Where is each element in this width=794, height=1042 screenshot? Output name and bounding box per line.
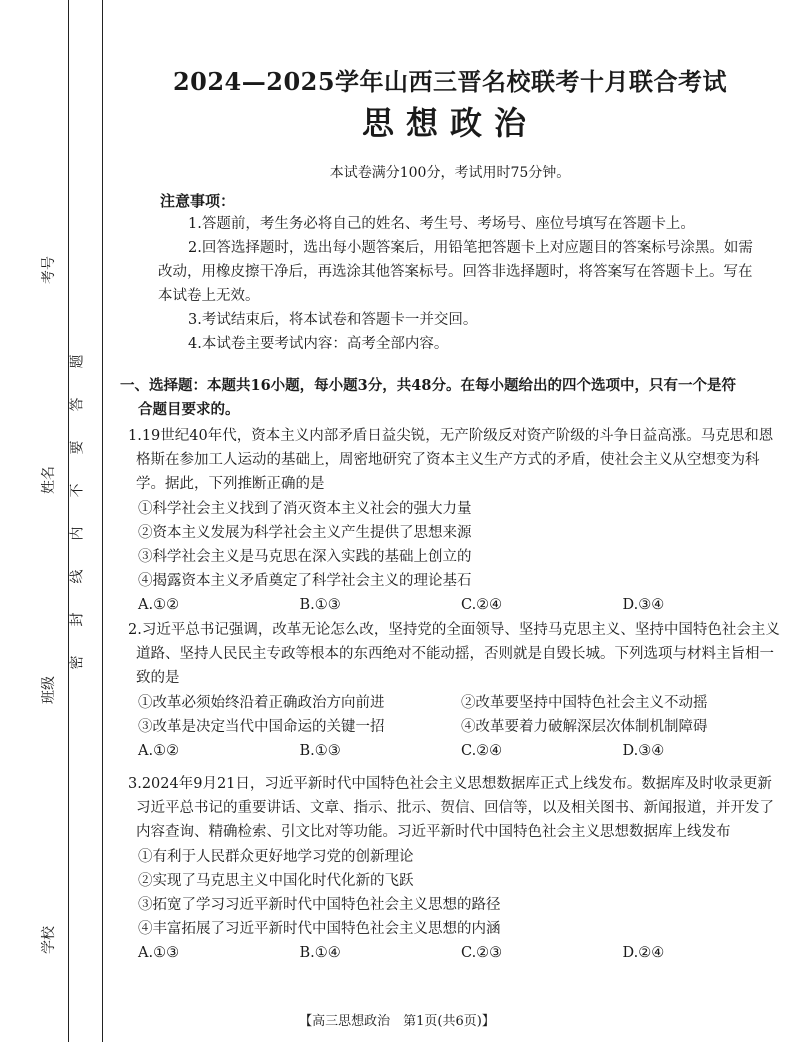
seal-char: 不 xyxy=(69,483,86,498)
answer-a: A.①③ xyxy=(138,945,180,962)
question-option: ③拓宽了学习习近平新时代中国特色社会主义思想的路径 xyxy=(138,897,501,914)
notes-heading: 注意事项： xyxy=(160,192,236,210)
page-footer: 【高三思想政治 第1页(共6页)】 xyxy=(299,1014,495,1029)
seal-char: 题 xyxy=(69,354,86,369)
seal-char: 答 xyxy=(69,397,86,412)
question-stem: 2.习近平总书记强调，改革无论怎么改，坚持党的全面领导、坚持马克思主义、坚持中国特色社会主义道路、坚持人民民主专政等根本的东西绝对不能动摇，否则就是自毁长城。下列选项与材料主旨相一致的是 xyxy=(128,622,780,687)
answer-b: B.①④ xyxy=(299,945,341,962)
note-item: 4.本试卷主要考试内容：高考全部内容。 xyxy=(188,336,449,352)
seal-char: 要 xyxy=(69,440,86,455)
seal-char: 线 xyxy=(69,569,86,584)
question-option: ①改革必须始终沿着正确政治方向前进 xyxy=(138,694,385,711)
name-label: 姓名 xyxy=(41,466,57,494)
question-option: ②资本主义发展为科学社会主义产生提供了思想来源 xyxy=(138,524,472,541)
binding-margin xyxy=(0,0,110,1042)
school-label: 学校 xyxy=(41,926,57,954)
question-option: ④改革要着力破解深层次体制机制障碍 xyxy=(461,718,708,735)
question-3 xyxy=(128,772,784,966)
answer-a: A.①② xyxy=(138,597,180,614)
question-option: ②改革要坚持中国特色社会主义不动摇 xyxy=(461,694,708,711)
question-option: ④揭露资本主义矛盾奠定了科学社会主义的理论基石 xyxy=(138,573,472,590)
answer-b: B.①③ xyxy=(299,743,341,760)
notes-list xyxy=(158,212,754,356)
question-option: ④丰富拓展了习近平新时代中国特色社会主义思想的内涵 xyxy=(138,921,501,938)
answer-choices xyxy=(128,941,784,965)
question-option: ②实现了马克思主义中国化时代化新的飞跃 xyxy=(138,872,414,889)
note-item: 1.答题前，考生务必将自己的姓名、考生号、考场号、座位号填写在答题卡上。 xyxy=(188,216,695,232)
answer-a: A.①② xyxy=(138,743,180,760)
subject-title: 思想政治 xyxy=(361,104,538,142)
section-line-1: 一、选择题：本题共16小题，每小题3分，共48分。在每小题给出的四个选项中，只有一个是符 xyxy=(120,377,736,394)
answer-choices xyxy=(128,739,784,763)
seal-notice xyxy=(69,340,100,684)
question-stem: 3.2024年9月21日，习近平新时代中国特色社会主义思想数据库正式上线发布。数据库及时收录更新习近平总书记的重要讲话、文章、指示、批示、贺信、回信等，以及相关图书、新闻报道，并开发了内容查询、精确检索、引文比对等功能。习近平新时代中国特色社会主义思想数据库上线发布 xyxy=(128,776,774,841)
answer-choices xyxy=(128,593,784,617)
section-line-2: 合题目要求的。 xyxy=(138,401,240,418)
seal-char: 封 xyxy=(69,612,86,627)
note-item: 2.回答选择题时，选出每小题答案后，用铅笔把答题卡上对应题目的答案标号涂黑。如需改动，用橡皮擦干净后，再选涂其他答案标号。回答非选择题时，将答案写在答题卡上。写在本试卷上无效。 xyxy=(158,240,753,304)
class-label: 班级 xyxy=(41,676,57,704)
answer-d: D.③④ xyxy=(622,597,665,614)
answer-d: D.②④ xyxy=(622,945,665,962)
option-row xyxy=(128,715,784,739)
question-option: ①科学社会主义找到了消灭资本主义社会的强大力量 xyxy=(138,500,472,517)
answer-c: C.②④ xyxy=(461,597,503,614)
exam-number-label: 考号 xyxy=(41,256,57,284)
note-item: 3.考试结束后，将本试卷和答题卡一并交回。 xyxy=(188,312,478,328)
seal-char: 内 xyxy=(69,526,86,541)
question-2 xyxy=(128,618,784,763)
question-option: ③改革是决定当代中国命运的关键一招 xyxy=(138,718,385,735)
section-heading xyxy=(120,374,785,422)
answer-c: C.②④ xyxy=(461,743,503,760)
question-1 xyxy=(128,424,784,618)
seal-char: 密 xyxy=(69,655,86,670)
question-stem: 1.19世纪40年代，资本主义内部矛盾日益尖锐，无产阶级反对资产阶级的斗争日益高涨。马克思和恩格斯在参加工人运动的基础上，周密地研究了资本主义生产方式的矛盾，使社会主义从空想变为科学。据此，下列推断正确的是 xyxy=(128,428,774,493)
answer-b: B.①③ xyxy=(299,597,341,614)
answer-c: C.②③ xyxy=(461,945,503,962)
question-option: ①有利于人民群众更好地学习党的创新理论 xyxy=(138,848,414,865)
answer-d: D.③④ xyxy=(622,743,665,760)
option-row xyxy=(128,691,784,715)
exam-info: 本试卷满分100分，考试用时75分钟。 xyxy=(329,165,571,181)
exam-title: 2024—2025学年山西三晋名校联考十月联合考试 xyxy=(172,67,728,96)
question-option: ③科学社会主义是马克思在深入实践的基础上创立的 xyxy=(138,549,472,566)
